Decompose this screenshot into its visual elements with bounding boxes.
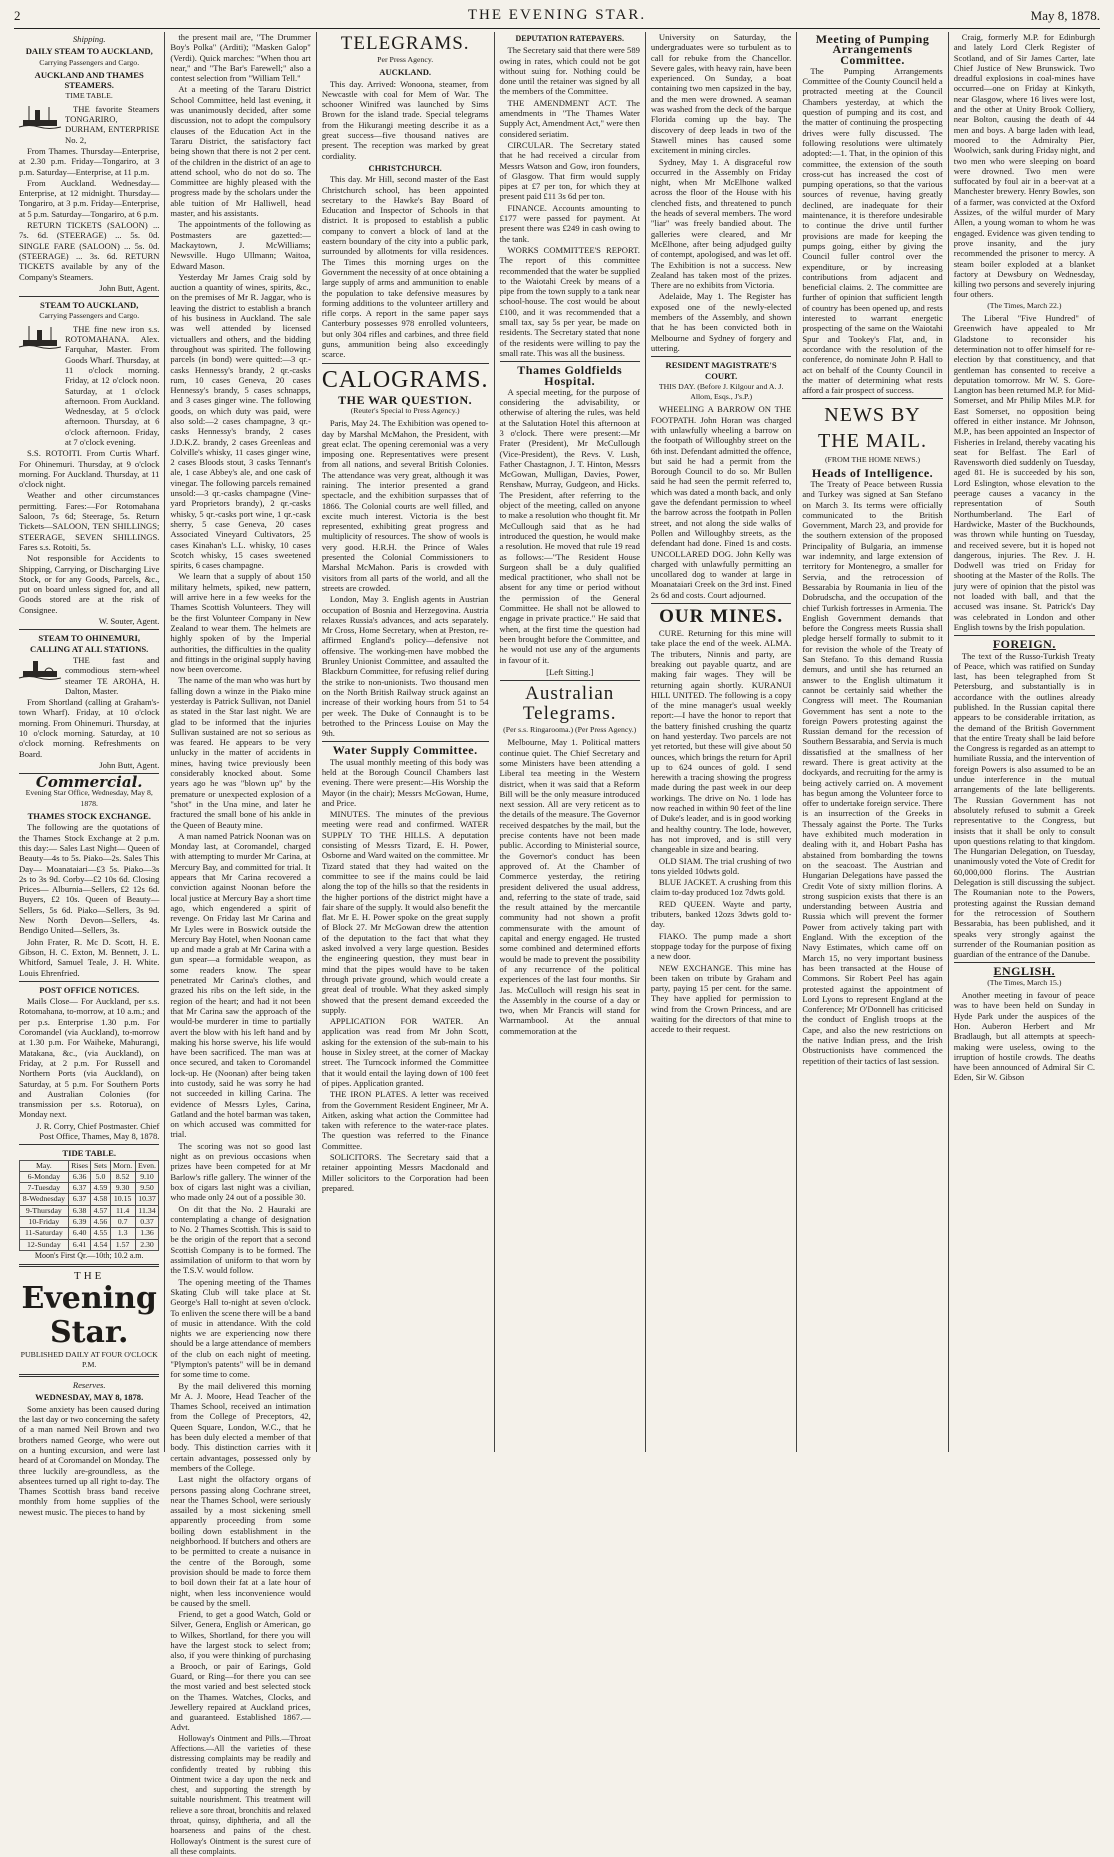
reuter-note: (Reuter's Special to Press Agency.) [350, 405, 460, 415]
liability-notice: Not responsible for Accidents to Shipping, Carrying, or Discharging Live Stock, or for any Goods, Parcels, &c., put on board unless signed for, and all Goods stored are at the risk of Consignee. [19, 553, 160, 615]
ad-heading: STEAM TO OHINEMURI, CALLING AT ALL STATIONS. [30, 633, 149, 654]
news-paragraph: The appointments of the following as Postmasters are gazetted:—Mackaytown, J. McWilliams; Newsville. Hugo Ullmann; Waitoa, Edward Mason. [170, 219, 311, 271]
publication-note: PUBLISHED DAILY AT FOUR O'CLOCK P.M. [20, 1349, 158, 1369]
moon-phase: Moon's First Qr.—10th; 10.2 a.m. [34, 1250, 144, 1260]
table-cell: 4.55 [91, 1228, 110, 1239]
sydney-news: Sydney, May 1. A disgraceful row occurred in the Assembly on Friday night, when Mr McElhone walked across the floor of the House with his clenched fists, and threatened to punch the heads of several members. The word "liar" was freely bandied about. The galleries were cleared, and Mr McElhone, after being adjudged guilty of contempt, apologised, and was let off. The Exhibition is not a success. New Zealand has taken most of the prizes. There are no exhibits from Victoria. [650, 156, 792, 291]
amendment-act: THE AMENDMENT ACT. The amendments in "The Thames Water Supply Act, Amendment Act," were then considered seriatim. [499, 97, 640, 139]
table-row [20, 1205, 159, 1216]
news-paragraph: A man named Patrick Noonan was on Monday last, at Coromandel, charged with attempting to murder Mr Carina, at Mercury Bay, and committed for trial. It appears that Mr Carina recovered a conviction against Noonan before the local justice at Mercury Bay a short time ago, which engendered a spirit of revenge. On Friday last Mr Carina and Mr Lyles were in Boswick outside the Mercury Bay Hotel, when Noonan came up and made a grab at Mr Carina with a gun spear—a formidable weapon, as some readers know. The spear penetrated Mr Carina's clothes, and grazed his ribs on the left side, in the region of the heart; and had it not been that Mr Carina saw the approach of the would-be murderer in time to partially avert the blow with his left hand and by making his horse swerve, his life would have been sacrificed. The man was at once secured, and taken to Coromandel lock-up. He (Noonan) after being taken into custody, said he was sorry he had not succeeded in killing Carina. The evidence of Messrs Lyles, Carina, Gatland and the hotel barman was taken, on which accused was committed for trial. [170, 830, 311, 1140]
news-paragraph: On dit that the No. 2 Hauraki are contemplating a change of designation to No. 2 Thames Scottish. This is said to be the origin of the report that a second Scottish Company is to be formed. The assimilation of uniform to that worn by the T.S.V. would follow. [170, 1203, 311, 1276]
old-siam: OLD SIAM. The trial crushing of two tons yielded 10dwts gold. [650, 855, 792, 876]
column-4 [495, 32, 646, 1452]
column-7 [949, 32, 1100, 1452]
stock-exchange-heading: THAMES STOCK EXCHANGE. [27, 811, 151, 822]
water-supply-heading: Water Supply Committee. [332, 743, 478, 758]
mines-heading: OUR MINES. [659, 606, 784, 628]
page-number: 2 [14, 8, 21, 23]
broker-list: John Frater, R. Mc D. Scott, H. E. Gibson, H. C. Exton, M. Bennett, J. L. Whitford, Samuel Teale, J. H. White. Louis Ehrenfried. [19, 936, 160, 978]
adelaide-news: Adelaide, May 1. The Register has exposed one of the newly-elected members of the Assembly, and shown that he has been convicted both in Melbourne and Sydney of forgery and uttering. [650, 291, 792, 353]
post-office-notices: Mails Close— For Auckland, per s.s. Rotomahana, to-morrow, at 10 a.m.; and per p.s. Enterprise 1.30 p.m. For Coromandel (via Auckland), to-morrow at 1.30 p.m. For Waiheke, Mahurangi, Matakana, &c., (via Auckland), on Friday, at 2 p.m. For Russell and Northern Ports (via Auckland), on Saturday, at 5 p.m. For Southern Ports and Australian Colonies (for transmission per s.s. Rotorua), on Monday next. [19, 996, 160, 1120]
solicitors: SOLICITORS. The Secretary said that a retainer appointing Messrs Macdonald and Miller solicitors to the Corporation had been prepared. [321, 1151, 489, 1193]
steamship-icon [19, 104, 61, 130]
table-cell: 6.38 [68, 1205, 91, 1216]
news-paragraph: the present mail are, "The Drummer Boy's Polka" (Arditi); "Masken Galop" (Verdi). Quick marches: "When thou art near," and "The Bar's Farewell;" also a contest selection from "William Tell." [170, 32, 311, 84]
table-cell: 1.57 [110, 1239, 135, 1250]
masthead [14, 6, 1100, 29]
red-queen: RED QUEEN. Wayte and party, tributers, banked 12ozs 3dwts gold to-day. [650, 898, 792, 930]
postmaster-signature: J. R. Corry, Chief Postmaster. Chief Post Office, Thames, May 8, 1878. [36, 1120, 160, 1141]
table-cell: 9-Thursday [20, 1205, 69, 1216]
shipping-heading: Shipping. [72, 34, 106, 44]
table-cell: 9.50 [135, 1183, 159, 1194]
table-cell: 6.41 [68, 1239, 91, 1250]
table-cell: 1.3 [110, 1228, 135, 1239]
news-paragraph: Last night the olfactory organs of persons passing along Cochrane street, near the Thames School, were seriously assailed by a most sickening smell apparently proceeding from some boiling down establishment in the neighborhood. If butchers and others are to be permitted to create a nuisance in the centre of the Borough, some provision should be made to force them to boil down their fat at a late hour of night, when less inconvenience would be caused by the smell. [170, 1474, 311, 1608]
table-cell: 4.56 [91, 1217, 110, 1228]
ship-ad [19, 655, 159, 697]
new-exchange: NEW EXCHANGE. This mine has been taken on tribute by Graham and party, paying 15 per cent. for the same. They have applied for permission to wind from the Crown Princess, and are waiting for the directors of that mine to accede to their request. [650, 962, 792, 1035]
paris-news: Paris, May 24. The Exhibition was opened to-day by Marshal McMahon, the President, with great eclat. The opening ceremonial was a very imposing one. Representatives were present from all nations, and several British Colonies. The attendance was very great, although it was raining. The interior presented a grand spectacle, and the exhibition surpasses that of 1866. The Colonial courts are well filled, and excite much interest. Victoria is the best represented, exhibiting great progress and multiplicity of resources. The show of wools is very good. H.R.H. the Prince of Wales presented the Colonial Commissioners to Marshal McMahon. Paris is crowded with visitors from all parts of the world, and all the streets are crowded. [321, 418, 489, 593]
tide-table-heading: TIDE TABLE. [62, 1148, 117, 1159]
table-cell: 12-Sunday [20, 1239, 69, 1250]
table-cell: 7-Tuesday [20, 1183, 69, 1194]
steamship-icon [19, 324, 61, 350]
fiako: FIAKO. The pump made a short stoppage today for the purpose of fixing a new door. [650, 930, 792, 962]
foreign-heading: FOREIGN. [992, 637, 1056, 652]
section-heading: CHRISTCHURCH. [368, 162, 442, 173]
newspaper-running-title: THE EVENING STAR. [467, 7, 647, 23]
works-report: WORKS COMMITTEE'S REPORT. The report of this committee recommended that the water be supplied to the Waiotahi Creek by means of a pipe from the town supply to a tank near school-house. The cost would be about £100, and it was recommended that a small tax, say 5s per year, be made on residents. The Secretary stated that none of the residents were willing to pay the small rate. This was all the business. [499, 244, 640, 358]
table-cell: 11.34 [135, 1205, 159, 1216]
australian-subheading: (Per s.s. Ringarooma.) (Per Press Agency.) [503, 725, 637, 735]
table-cell: 6-Monday [20, 1171, 69, 1182]
telegrams-heading: TELEGRAMS. [340, 33, 470, 54]
table-cell: 10-Friday [20, 1217, 69, 1228]
column-2 [165, 32, 316, 1856]
news-paragraph: The name of the man who was hurt by falling down a winze in the Piako mine yesterday is Patrick Sullivan, not Daniel as stated in the Star last night. We are glad to be informed that the injuries Sullivan sustained are not so serious as was feared. He appears to be very unlucky in the matter of accidents in mines, having twice previously been considerably knocked about. Some years ago he was "blown up" by the premature or unexpected explosion of a "shot" in the Una mine, and later he fractured the small bone of his ankle in the Queen of Beauty mine. [170, 675, 311, 830]
table-row [20, 1239, 159, 1250]
table-cell: 8.52 [110, 1171, 135, 1182]
nameplate-title: Evening Star. [21, 1280, 157, 1350]
te-aroha-times: From Shortland (calling at Graham's-town Wharf). Friday, at 10 o'clock morning. From Ohinemuri. Thursday, at 10 o'clock morning. Saturday, at 10 o'clock morning. Refreshments on Board. [19, 697, 160, 759]
foreign-report: The text of the Russo-Turkish Treaty of Peace, which was ratified on Sunday last, has been telegraphed from St Petersburg, and substantially is in accordance with the outlines already published. In the Russian capital there appears to be considerable irritation, as the demand of the British Government that the entire Treaty shall be laid before the Congress is regarded as an attempt to humiliate Russia, and the intervention of foreign Powers is also assumed to be an undue interference in the mutual arrangements of the late belligerents. The Russian Government has not absolutely refused to submit a Greek representative to the Congress, but insists that it shall be only to consult upon questions relating to that kingdom. The Hungarian Delegation, on Tuesday, unanimously voted the Vote of Credit for 60,000,000 florins. The Austrian Delegation is still discussing the subject. The Roumanian note to the Powers, protesting against the Russian demand for the retrocession of Southern Bessarabia, has been published, and it speaks very strongly against the surrender of the Roumanian position as guardian of the entrance of the Danube. [953, 650, 1095, 960]
column-6 [797, 32, 948, 1452]
table-header-cell: Even. [135, 1160, 159, 1171]
table-cell: 10.37 [135, 1194, 159, 1205]
fares: RETURN TICKETS (SALOON) ... 7s. 6d. (STEERAGE) ... 5s. 0d. SINGLE FARE (SALOON) ... 5s. 0d. (STEERAGE) ... 3s. 6d. RETURN TICKETS available by any of the Company's Steamers. [19, 220, 160, 282]
table-cell: 4.57 [91, 1205, 110, 1216]
calograms-heading: CALOGRAMS. [321, 366, 489, 393]
london-news: London, May 3. English agents in Austrian occupation of Bosnia and Herzegovina. Austria relaxes Russia's advances, and acts separately. Mr Cross, Home Secretary, when at Preston, re-affirmed England's policy—defensive not offensive. The working-men have mobbed the Brunley Unionist Committee, and assaulted the Blackburn Committee, for refusing relief during the strike to non-unionists. Two thousand men on the North British Railway struck against an increase of their working hours from 51 to 54 per week. The Duke of Connaught is to be betrothed to the Princess Louise on May the 9th. [321, 594, 489, 739]
table-row [20, 1171, 159, 1182]
ad-subheading: Carrying Passengers and Cargo. [39, 311, 140, 321]
column-1 [14, 32, 165, 1517]
home-news-continued: Craig, formerly M.P. for Edinburgh and lately Lord Clerk Register of Scotland, and of Sir James Carter, late Chief Justice of New Brunswick. Two dreadful explosions in coal-mines have occurred—one on Friday at Kinkyth, near Glasgow, where 16 lives were lost, and the other at Unity Brook Colliery, near Bolton, causing the death of 44 men and boys. A barge laden with lead, moored to the Admiralty Pier, Woolwich, sank during Friday night, and two men who were sleeping on board were drowned. Two men were suffocated by foul air in a beer-vat at a Manchester brewery. Henry Bowles, son of a farmer, was convicted at the Oxford Assizes, of the wilful murder of Mary Allen, a young woman to whom he was engaged. Evidence was given tending to prove insanity, and the jury recommended the prisoner to mercy. A steam boiler exploded at a blanket factory at Dewsbury on Wednesday, killing two persons and severely injuring four others. [953, 32, 1095, 300]
table-cell: 6.37 [68, 1183, 91, 1194]
heads-heading: Heads of Intelligence. [811, 465, 934, 480]
news-paragraph: The opening meeting of the Thames Skating Club will take place at St. George's Hall to-night at seven o'clock. To enliven the scene there will be a band of music in attendance. With the cold nights we are experiencing now there should be a large attendance of members of the club on each night of meeting. "Plympton's patents" will be in demand for some time to come. [170, 1276, 311, 1380]
melbourne-news: Melbourne, May 1. Political matters continue quiet. The Chief Secretary and some Ministers have been attending a Liberal tea meeting in the Western district, when it was said that a Reform Bill will be the only measure introduced next session. All are very reticent as to the details of the measure. The Governor received despatches by the mail, but the precise contents have not been made public. According to Ministerial source, the Governor's conduct has been approved of. At the Chamber of Commerce yesterday, the retiring president delivered the usual address, and, referring to the state of trade, said the result attained by the mercantile community had not shown a profit commensurate with the amount of capital and energy engaged. He trusted some combined and determined efforts would be made to prevent the possibility of any recurrence of the political experiences of the last four months. Sir Jas. McCulloch will resign his seat in the Assembly in the course of a day or two, when Mr Francis will stand for Warrnambool. At the annual commemoration at the [499, 737, 640, 1036]
table-cell: 6.39 [68, 1217, 91, 1228]
english-heading: ENGLISH. [993, 964, 1056, 979]
ship-ad [19, 104, 159, 146]
water-minutes: MINUTES. The minutes of the previous meeting were read and confirmed. WATER SUPPLY TO THE HILLS. A deputation consisting of Messrs Tizard, E. H. Power, Osborne and Ward waited on the committee. Mr Tizard stated that they had waited on the committee to see if the mains could be laid along the top of the hills so that the residents in the higher portions of the district might have a fair share of the supply. It would also benefit the flat. Mr E. H. Power spoke on the great supply of Block 27. Mr McGowan drew the attention of the deputation to the fact that what they asked involved a very large question. Besides the engineering question, they must bear in mind that the pipes would have to be taken through private ground, which would create a great deal of trouble. What they asked simply showed that the present demand exceeded the supply. [321, 809, 489, 1015]
mail-heading: NEWS BY THE MAIL. [818, 404, 928, 453]
table-header-row [20, 1160, 159, 1171]
ratepayers: The Secretary said that there were 589 owing in rates, which could not be got without suing for. Nothing could be done until the retainer was signed by all the members of the Committee. [499, 45, 640, 97]
table-cell: 0.37 [135, 1217, 159, 1228]
ad-heading: AUCKLAND AND THAMES STEAMERS. [34, 69, 144, 91]
column-3 [317, 32, 495, 1452]
commercial-dateline: Evening Star Office, Wednesday, May 8, 1878. [25, 788, 153, 808]
christchurch-news: This day. Mr Hill, second master of the East Christchurch school, has been appointed secretary to the Hawke's Bay Board of Education and Inspector of Schools in that district. It is proposed to establish a public company to convert a block of land at the eastern boundary of the city into a public park, surrounded by allotments for villa residences. The Times this morning urges on the Government the necessity of at once obtaining a large supply of arms and ammunition to enable the population to take defensive measures by forming additions to the volunteer artillery and rifle corps. A report in the same paper says Canterbury possesses 978 enrolled volunteers, but only 304 rifles and carbines, and three field guns, ammunition being also exceedingly scarce. [321, 174, 489, 360]
tide-table [19, 1160, 159, 1251]
auckland-news: This day. Arrived: Wonoona, steamer, from Newcastle with coal for Mem of War. The schooner Winifred was launched by Sims Brown for the island trade. Special telegrams from the Hikurangi meeting describe it as a great success—five thousand natives are present. The reception was marked by great cordiality. [321, 78, 489, 161]
news-paragraph: Friend, to get a good Watch, Gold or Silver, Genera, English or American, go to Wilkes, Shortland, for there you will have the largest stock to select from; also, if you were thinking of purchasing a Brooch, or pair of Earings, Gold Guard, or Ring—for there you can see the most varied and best selected stock on the Thames. Watches, Clocks, and Jewellery repaired at Auckland prices, and guaranteed. Established 1867.—Advt. [170, 1609, 311, 1733]
table-row [20, 1183, 159, 1194]
lead-article: Some anxiety has been caused during the last day or two concerning the safety of a man named Neil Brown and two brothers named George, who were out on a hunting excursion, and were last heard of at Coromandel on Monday. The three luckily are-groundless, as the absentees turned up all right to-day. The Thames Scottish brass band receive monthly from home supplies of the newest music. The pieces to hand by [19, 1403, 160, 1517]
blue-jacket: BLUE JACKET. A crushing from this claim to-day produced 1oz 7dwts gold. [650, 877, 792, 898]
ad-subheading: Carrying Passengers and Cargo. [39, 57, 140, 67]
water-application: APPLICATION FOR WATER. An application was read from Mr John Scott, asking for the extension of the sub-main to his house in Sixley street, at the corner of Mackay street. The Turncock informed the Committee that it would entail the laying down of 100 feet of pipes. Application granted. [321, 1016, 489, 1088]
reserves-label: Reserves. [72, 1380, 106, 1391]
agent-signature: W. Souter, Agent. [98, 616, 160, 627]
table-row [20, 1194, 159, 1205]
news-paragraph: By the mail delivered this morning Mr A. J. Moore, Head Teacher of the Thames School, received an intimation from the College of Preceptors, 42, Queen Square, London, W.C., that he has been duly elected a member of that body. This distinction carries with it certain advantages, possessed only by members of the College. [170, 1380, 311, 1473]
table-cell: 2.30 [135, 1239, 159, 1250]
heads-report: The Treaty of Peace between Russia and Turkey was signed at San Stefano on March 3. Its terms were officially communicated to the British Government, March 23, and provide for the southern extension of the proposed Principality of Bulgaria, an immense war indemnity, and large extension of territory for Montenegro, a smaller for Servia, and the retrocession of Bessarabia by Roumania in lieu of the Dobrudscha, and the occupation of the chief Turkish fortresses in Armenia. The English Government demands that before the Congress meets Russia shall pledge herself formally to submit to it for revision the whole of the Treaty of San Stefano. To this demand Russia demurs, and until she has returned an answer to the English ultimatum it cannot be certainly said whether the Congress will meet. The Roumanian Government has sent a note to the foreign Powers protesting against the Russian demand for the recession of Southern Bessarabia, and Servia is much dissatisfied at the smallness of her reward. There is great activity at the dockyards, and recruiting for the army is being actively carried on. A movement has begun among the Volunteer force to offer to undertake foreign service. There is an insurrection of the Greeks in Thessaly against the Porte. The Turks have exhibited much moderation in dealing with it, and Hobart Pasha has abstained from bombarding the towns on the seacoast. The Austrian and Hungarian Delegations have passed the Credit Vote of sixty million florins. A strong suspicion exists that there is an understanding between Austria and Russia which will prevent the former Power from actively taking part with England. With the exception of the Navy Estimates, which came off on March 15, no very important business has been transacted at the House of Commons. Sir Robert Peel has again protested against the appointment of Lord Lyons to represent England at the Conference; Mr O'Donnell has criticised the conduct of English troops at the Cape, and also the new restrictions on the native Indian press, and the Irish Obstructionists have commenced the repetition of their tactics of last session. [802, 478, 943, 1066]
left-sitting: [Left Sitting.] [546, 666, 594, 677]
table-cell: 0.7 [110, 1217, 135, 1228]
schedule-from-auckland: From Auckland. Wednesday—Enterprise, at 12 midnight. Thursday—Tongariro, at 3 p.m. Friday—Enterprise, at 5 p.m. Saturday—Tongariro, at 6 p.m. [19, 177, 160, 219]
iron-plates: THE IRON PLATES. A letter was received from the Government Resident Engineer, Mr A. Aitken, asking what action the Committee had taken with reference to the water-race plates. The question was referred to the Finance Committee. [321, 1089, 489, 1151]
table-cell: 4.54 [91, 1239, 110, 1250]
table-cell: 4.58 [91, 1194, 110, 1205]
table-header-cell: Morn. [110, 1160, 135, 1171]
pumping-report: The Pumping Arrangements Committee of the County Council held a protracted meeting at the Council Chambers yesterday, at which the question of pumping and its cost, and the matter of continuing the prospecting drives were fully discussed. The following resolutions were ultimately adopted:—1. That, in the opinion of this committee, the extension of the south cross-cut has increased the cost of pumping operations, so that the various sources of revenue, having greatly declined, are inadequate for their maintenance, it is therefore undesirable to continue the drive until further provisions are made for keeping the pumps going, either by giving the Council fuller control over the expenditure, or by increasing contributions from adjacent and beneficial claims. 2. The committee are further of opinion that sufficient length of country has been opened up, and rests interested to warrant energetic prospecting of the same on the Waiotahi Spur and Tookey's Flat, and, in accordance with the resolution of the conference, do nominate John P. Hall to act on behalf of the County Council in the matter of determining what rests afford a fair prospect of success. [802, 65, 943, 396]
newspaper-columns [14, 32, 1100, 1856]
table-header-cell: Sets [91, 1160, 110, 1171]
section-heading: AUCKLAND. [379, 67, 432, 78]
table-cell: 1.36 [135, 1228, 159, 1239]
news-paragraph: At a meeting of the Tararu District School Committee, held last evening, it was unanimously decided, after some discussion, not to adopt the compulsory clauses of the Education Act in the Tararu District, the satisfactory fact being shown that there is not 2 per cent. of the children in the district of an age to attend school, who do not do so. The Committee are highly pleased with the progress made by the scholars under the able tuition of Mr Halliwell, head master, and his assistants. [170, 84, 311, 219]
table-cell: 5.0 [91, 1171, 110, 1182]
steamers-list: THE favorite Steamers TONGARIRO, DURHAM, ENTERPRISE No. 2, [65, 103, 160, 145]
table-cell: 6.36 [68, 1171, 91, 1182]
table-cell: 6.40 [68, 1228, 91, 1239]
schedule-from-thames: From Thames. Thursday—Enterprise, at 2.30 p.m. Friday—Tongariro, at 3 p.m. Saturday—Enterprise, at 11 p.m. [19, 145, 160, 177]
table-cell: 11.4 [110, 1205, 135, 1216]
hospital-report: A special meeting, for the purpose of considering the advisability, or otherwise of altering the rules, was held at the Salutation Hotel this afternoon at 3 o'clock. There were present:—Mr Frater (President), Mr McCullough (Vice-President), the Revs. V. Lush, Father Chastagnon, J. T. Hinton, Messrs McGowan, Mulligan, Davies, Power, Renshaw, Murray, Gudgeon, and Hicks. The President, after referring to the object of the meeting, called on anyone to make a resolution who thought fit. Mr McCullough said that as he had introduced the question, he would make a resolution. He moved that rule 19 read as follows:—"The Resident House Surgeon shall be a duly qualified medical practitioner, who shall not be absent for any time or period without the permission of the General Committee. He shall not be allowed to engage in private practice." He said that when, at the first time the question had been brought before the Committee, and he would not use any of the arguments in favour of it. [499, 386, 640, 665]
ad-heading: STEAM TO AUCKLAND, [40, 300, 139, 311]
war-question-heading: THE WAR QUESTION. [338, 392, 473, 407]
english-dateline: (The Times, March 15.) [987, 977, 1062, 987]
table-cell: 9.30 [110, 1183, 135, 1194]
table-header-cell: Rises [68, 1160, 91, 1171]
table-row [20, 1228, 159, 1239]
table-cell: 10.15 [110, 1194, 135, 1205]
news-paragraph: The scoring was not so good last night as on previous occasions when prizes have been competed for at Mr Barlow's rifle gallery. The winner of the box of cigars last night was a civilian, who made only 24 out of a possible 30. [170, 1140, 311, 1203]
table-cell: 4.59 [91, 1183, 110, 1194]
ad-heading: DAILY STEAM TO AUCKLAND, [25, 46, 153, 57]
times-report: The Liberal "Five Hundred" of Greenwich have appealed to Mr Gladstone to reconsider his determination not to offer himself for re-election by that constituency, and that gentleman has consented to receive a deputation tomorrow. Mr W. S. Gore-Langton has been returned M.P. for Mid-Somerset, and Mr Philip Miles M.P. for East Somerset, no opposition being offered in either instance. Mr Johnson, M.P., has been appointed an Inspector of Fisheries in Ireland, thereby vacating his seat for Belfast. The Earl of Ravensworth died suddenly on Tuesday, aged 81. He is succeeded by his son, Lord Eslington, whose elevation to the peerage causes a vacancy in the representation of South Northumberland. The Earl of Hardwicke, Master of the Buckhounds, was thrown while hunting on Tuesday, and received severe, but it is hoped not dangerous, injuries. The Rev. J. H. Dodwell was tried on Friday for shooting at the Master of the Rolls. The jury were of opinion that the pistol was not loaded with ball, and that the accused was insane. St. Patrick's Day was celebrated in London and other English towns by the Irish population. [953, 313, 1095, 632]
stock-quotations: The following are the quotations of the Thames Stock Exchange at 2 p.m. this day:— Sales Last Night— Queen of Beauty—4s to 5s. Piako—2s. Sales This Day— Moanataiari—£3 5s. Piako—3s 2s to 3s 9d. Corby—£2 10s 6d. Closing Prices— Alburnia—Sellers, £2 12s 6d. Buyers, £2 10s. Queen of Beauty—Sellers, 5s 6d. Piako—Sellers, 3s 9d. New North Devon—Sellers, 4s. Bendigo United—Sellers, 3s. [19, 822, 160, 936]
commercial-heading: Commercial. [35, 773, 143, 792]
australian-telegrams-heading: Australian Telegrams. [522, 683, 617, 725]
steamship-icon [19, 655, 61, 681]
agent-signature: John Butt, Agent. [99, 759, 160, 770]
section-heading: DEPUTATION RATEPAYERS. [515, 34, 624, 43]
court-subheading: THIS DAY. (Before J. Kilgour and A. J. Allom, Esqs., J's.P.) [658, 381, 784, 402]
circular: CIRCULAR. The Secretary stated that he had received a circular from Messrs Watson and Gow, iron founders, of Glasgow. That firm would supply pipes at £7 per ton, for which they at present paid £11 3s 6d per ton. [499, 139, 640, 202]
times-dateline: (The Times, March 22.) [987, 300, 1062, 310]
table-cell: 9.10 [135, 1171, 159, 1182]
mail-subheading: (FROM THE HOME NEWS.) [824, 455, 921, 465]
post-office-heading: POST OFFICE NOTICES. [39, 984, 140, 995]
weather-note: Weather and other circumstances permitting. Fares:—For Rotomahana Saloon, 7s 6d; Steerage, 5s. Return Tickets—SALOON, TEN SHILLINGS; STEERAGE, SEVEN SHILLINGS. Fares s.s. Rotoiti, 5s. [19, 490, 160, 552]
english-report: Another meeting in favour of peace was to have been held on Sunday in Hyde Park under the auspices of the Hon. Auberon Herbert and Mr Bradlaugh, but all attempts at speech-making were useless, owing to the irruption of hostile crowds. The deaths have been announced of Admiral Sir C. Eden, Sir W. Gibson [953, 990, 1095, 1083]
water-supply-report: The usual monthly meeting of this body was held at the Borough Council Chambers last evening. There were present:—His Worship the Mayor (in the chair); Messrs McGowan, Hume, and Price. [321, 756, 489, 808]
table-cell: 11-Saturday [20, 1228, 69, 1239]
agent-signature: John Butt, Agent. [99, 282, 160, 293]
table-row [20, 1217, 159, 1228]
court-report: WHEELING A BARROW ON THE FOOTPATH. John Horan was charged with unlawfully wheeling a barrow on the footpath of Willoughby street on the 6th inst. Defendant admitted the offence, but said he had a permit from the Borough Council to do so. Mr Bullen said he had seen the permit referred to, which was dated a month back, and only gave the defendant permission to wheel the barrow across the footpath in Pollen street, and not along the side walks of Pollen and Willoughby streets, as the defendant had done. Fined 1s and costs. UNCOLLARED DOG. John Kelly was charged with unlawfully permitting an uncollared dog to wander at large in Moanataiari Creek on the 3rd inst. Fined 2s 6d and costs. Court adjourned. [650, 404, 792, 600]
hospital-heading: Thames Goldfields Hospital. [517, 363, 623, 388]
mines-report: CURE. Returning for this mine will take place the end of the week. ALMA. The tributers, Ninnis and party, are breaking out payable quartz, and are making fair wages. They will be returning again shortly. KURANUI HILL UNITED. The following is a copy of the mine manager's usual weekly report:—I have the honor to report that the battery finished crushing the quartz on hand yesterday. Two parcels are not yet retorted, but these will give about 50 ounces, which brings the return for April up to 624 ounces of gold. I send herewith a tracing showing the progress made during the past week in our deep workings. The drive on No. 1 lode has now reached in within 90 feet of the line of Duke's leader, and is in good working and healthy country. The lode, however, has not improved, and is still very changeable in size and bearing. [650, 628, 792, 855]
rotoiti-ad: S.S. ROTOITI. From Curtis Wharf. For Ohinemuri. Thursday, at 9 o'clock morning. For Auckland. Thursday, at 11 o'clock night. [19, 448, 160, 490]
ship-ad [19, 324, 159, 449]
table-cell: 8-Wednesday [20, 1194, 69, 1205]
newspaper-nameplate [19, 1271, 159, 1370]
issue-date: WEDNESDAY, MAY 8, 1878. [35, 1392, 144, 1403]
news-paragraph: We learn that a supply of about 150 military helmets, spiked, new pattern, will arrive here in a few weeks for the Thames Scottish Volunteers. They will be the first Volunteer Company in New Zealand to wear them. The helmets are highly spoken of by the Imperial authorities, the difficulties in the quality and fittings in the original supply having now been overcome. [170, 571, 311, 675]
column-5 [646, 32, 797, 1452]
telegrams-subheading: Per Press Agency. [377, 55, 434, 64]
pumping-heading: Meeting of Pumping Arrangements Committee. [815, 32, 930, 67]
news-paragraph: Yesterday Mr James Craig sold by auction a quantity of wines, spirits, &c., on the premises of Mr R. Jaggar, who is leaving the district to establish a branch of his business in Auckland. The sale was well attended by licensed victuallers and others, and the bidding throughout was spirited. The following parcels (in bond) were quitted:—3 qr.-casks Hennessy's brandy, 2 qr.-casks rum, 10 cases Geneva, 20 cases Hennessy's brandy, 5 cases schnapps, and 3 cases ginger wine. The following goods, on which duty was paid, were also sold:—2 cases champagne, 3 qr.-casks Hennessy's brandy, 2 cases J.D.K.Z. brandy, 2 cases Greenleas and Colville's whisky, 11 cases ginger wine, 2 cases Bloods stout, 3 casks Tennant's ale, 1 case Abbey's ale, and one cask of vinegar. The following parcels remained unsold:—3 qr.-casks champagne (Vine-yard Proprietors brandy), 2 qr.-casks whisky, 5 qr.-casks port wine, 1 qr.-cask sherry, 5 case Geneva, 20 cases Associated Vineyard Cultivators, 25 cases Kinahan's L.L. whisky, 10 cases Scotch whisky, 15 cases sweetened spirits, 6 cases champagne. [170, 271, 311, 571]
ad-subheading: TIME TABLE. [65, 91, 113, 101]
finance: FINANCE. Accounts amounting to £177 were passed for payment. At present there was £249 in cash owing to the tank. [499, 202, 640, 244]
issue-date-header: May 8, 1878. [1030, 8, 1100, 23]
news-paragraph: Holloway's Ointment and Pills.—Throat Affections.—All the varieties of these distressing complaints may be readily and confidently treated by rubbing this Ointment twice a day upon the neck and chest, and supporting the strength by suitable nourishment. This treatment will relieve a sore throat, bronchitis and relaxed throat, quinsy, diphtheria, and all the hoarseness and pains of the chest. Holloway's Ointment is the surest cure of all these complaints. [170, 1733, 311, 1856]
court-heading: RESIDENT MAGISTRATE'S COURT. [665, 360, 777, 381]
rotomahana-ad: THE fine new iron s.s. ROTOMAHANA. Alex. Farquhar, Master. From Goods Wharf. Thursday, at 11 o'clock morning. Friday, at 12 o'clock noon. Saturday, at 1 o'clock afternoon. From Auckland. Wednesday, at 5 o'clock afternoon. Thursday, at 6 o'clock afternoon. Friday, at 7 o'clock evening. [65, 323, 160, 447]
melbourne-continued: University on Saturday, the undergraduates were so turbulent as to call for rebuke from the Chancellor. Severe gales, with heavy rain, have been experienced. On Sunday, a boat containing two men capsized in the bay, and the men were drowned. A seaman was washed from the deck of the barque Florida coming up the bay. The discovery of deep leads in two of the Stawell mines has caused some excitement in mining circles. [650, 32, 792, 156]
table-cell: 6.37 [68, 1194, 91, 1205]
table-header-cell: May. [20, 1160, 69, 1171]
te-aroha-ad: THE fast and commodious stern-wheel steamer TE AROHA, H. Dalton, Master. [65, 654, 160, 696]
nameplate-the: THE [74, 1270, 105, 1283]
